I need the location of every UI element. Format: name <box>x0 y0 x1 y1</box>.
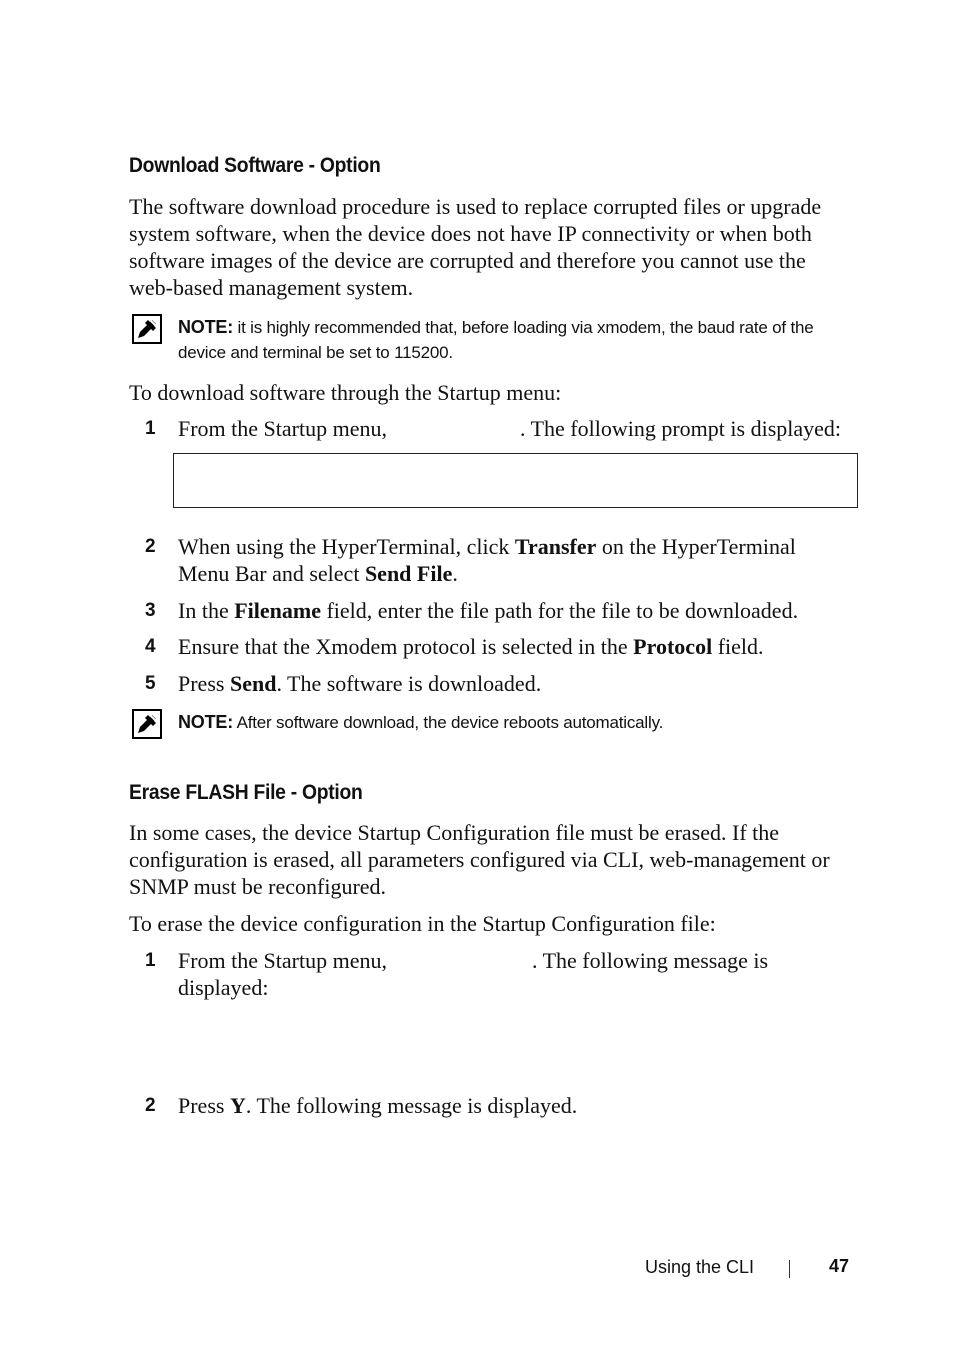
erase-step-1-after: . The following message is <box>532 948 769 973</box>
note-label: NOTE: <box>178 317 233 337</box>
erase-step-2-text: Press Y. The following message is displayed. <box>178 1093 578 1118</box>
step-number: 3 <box>145 600 156 621</box>
footer-separator <box>789 1260 790 1278</box>
filename-term: Filename <box>234 598 321 623</box>
download-lead: To download software through the Startup menu: <box>129 380 562 405</box>
step-2-text: When using the HyperTerminal, click Transfer on the HyperTerminal Menu Bar and select Send File. <box>178 534 796 586</box>
send-term: Send <box>229 671 277 696</box>
erase-lead: To erase the device configuration in the Startup Configuration file: <box>129 911 716 936</box>
step-number: 4 <box>145 636 156 657</box>
step-number: 1 <box>145 950 156 971</box>
note-baud-rate <box>178 315 858 365</box>
erase-step-1-line2: displayed: <box>178 975 269 1000</box>
page-number: 47 <box>829 1256 850 1276</box>
note-label: NOTE: <box>178 712 233 732</box>
step-3-text: In the Filename field, enter the file path for the file to be downloaded. <box>178 598 799 623</box>
prompt-box <box>173 453 858 508</box>
section-heading-erase: Erase FLASH File - Option <box>129 781 363 804</box>
note-text: it is highly recommended that, before loading via xmodem, the baud rate of the device and terminal be set to 115200. <box>178 318 814 362</box>
footer-section-title: Using the CLI <box>645 1257 755 1277</box>
send-file-term: Send File <box>364 561 453 586</box>
step-1-before: From the Startup menu, <box>178 416 387 441</box>
erase-step-1-before: From the Startup menu, <box>178 948 387 973</box>
step-4-text: Ensure that the Xmodem protocol is selected in the Protocol field. <box>178 634 764 659</box>
step-number: 2 <box>145 536 156 557</box>
note-reboot <box>178 710 663 735</box>
note-text: After software download, the device reboots automatically. <box>236 713 664 732</box>
step-1-after: . The following prompt is displayed: <box>520 416 842 441</box>
protocol-term: Protocol <box>633 634 713 659</box>
y-key-term: Y <box>229 1093 246 1118</box>
step-5-text: Press Send. The software is downloaded. <box>178 671 542 696</box>
step-number: 5 <box>145 673 156 694</box>
transfer-term: Transfer <box>514 534 597 559</box>
erase-intro-paragraph: In some cases, the device Startup Configuration file must be erased. If the configuration is erased, all parameters configured via CLI, web-management or SNMP must be reconfigured. <box>129 820 830 899</box>
section-heading-download: Download Software - Option <box>129 154 381 177</box>
intro-paragraph: The software download procedure is used to replace corrupted files or upgrade system software, when the device does not have IP connectivity or when both software images of the device are corrupted and therefore you cannot use the web-based management system. <box>129 194 822 300</box>
step-number: 1 <box>145 418 156 439</box>
note-pencil-icon <box>132 709 162 739</box>
step-number: 2 <box>145 1095 156 1116</box>
note-pencil-icon <box>132 314 162 344</box>
